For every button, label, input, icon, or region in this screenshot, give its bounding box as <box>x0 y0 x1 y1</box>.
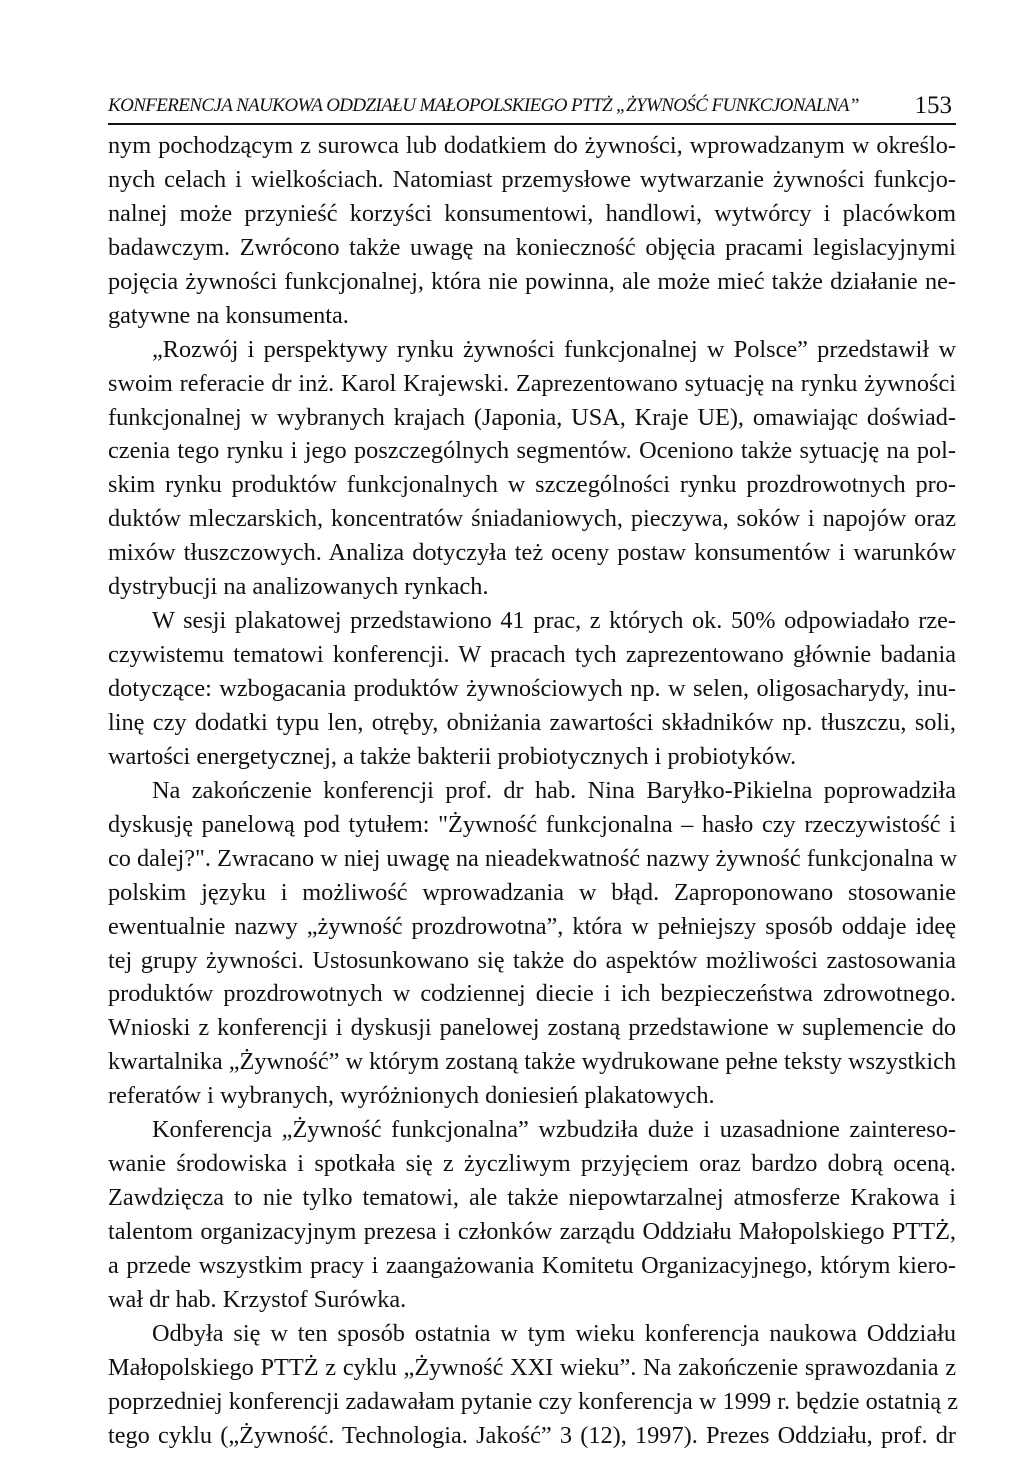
text-line: nym pochodzącym z surowca lub dodatkiem do żywności, wprowadzanym w określo- <box>108 132 956 159</box>
text-line: czenia tego rynku i jego poszczególnych segmentów. Oceniono także sytuację na pol- <box>108 437 956 465</box>
text-line: Małopolskiego PTTŻ z cyklu „Żywność XXI wieku”. Na zakończenie sprawozdania z <box>108 1353 956 1381</box>
text-line: referatów i wybranych, wyróżnionych doniesień plakatowych. <box>108 1082 715 1110</box>
text-line: dystrybucji na analizowanych rynkach. <box>108 573 489 601</box>
text-line: czywistemu tematowi konferencji. W pracach tych zaprezentowano głównie badania <box>108 641 956 669</box>
text-line: ewentualnie nazwy „żywność prozdrowotna”, która w pełniejszy sposób oddaje ideę <box>108 912 956 940</box>
text-line: tej grupy żywności. Ustosunkowano się także do aspektów możliwości zastosowania <box>108 946 956 974</box>
running-header <box>108 93 956 125</box>
text-line: wał dr hab. Krzystof Surówka. <box>108 1285 407 1313</box>
text-line: talentom organizacyjnym prezesa i członków zarządu Oddziału Małopolskiego PTTŻ, <box>108 1218 956 1245</box>
text-line: a przede wszystkim pracy i zaangażowania Komitetu Organizacyjnego, którym kiero- <box>108 1251 956 1279</box>
text-line: Konferencja „Żywność funkcjonalna” wzbudziła duże i uzasadnione zainteresо- <box>152 1116 956 1144</box>
text-line: mixów tłuszczowych. Analiza dotyczyła też oceny postaw konsumentów i warunków <box>108 539 956 567</box>
text-line: Odbyła się w ten sposób ostatnia w tym wieku konferencja naukowa Oddziału <box>152 1319 956 1347</box>
text-line: tego cyklu („Żywność. Technologia. Jakość” 3 (12), 1997). Prezes Oddziału, prof. dr <box>108 1421 956 1449</box>
text-line: poprzedniej konferencji zadawałam pytanie czy konferencja w 1999 r. będzie ostatnią z <box>108 1387 959 1415</box>
page-number: 153 <box>914 92 952 119</box>
text-line: Zawdzięcza to nie tylko tematowi, ale także niepowtarzalnej atmosferze Krakowa i <box>108 1184 956 1212</box>
text-line: „Rozwój i perspektywy rynku żywności funkcjonalnej w Polsce” przedstawił w <box>152 335 956 363</box>
text-line: pojęcia żywności funkcjonalnej, która nie powinna, ale może mieć także działanie ne- <box>108 267 956 295</box>
text-line: Na zakończenie konferencji prof. dr hab. Nina Baryłko-Pikielna poprowadziła <box>152 776 956 804</box>
text-line: dyskusję panelową pod tytułem: "Żywność funkcjonalna – hasło czy rzeczywistość i <box>108 810 956 838</box>
text-line: co dalej?". Zwracano w niej uwagę na nieadekwatność nazwy żywność funkcjonalna w <box>108 844 958 872</box>
text-line: swoim referacie dr inż. Karol Krajewski. Zaprezentowano sytuację na rynku żywności <box>108 369 956 397</box>
body-text <box>108 129 959 1453</box>
text-line: duktów mleczarskich, koncentratów śniadaniowych, pieczywa, soków i napojów oraz <box>108 505 956 533</box>
text-line: gatywne na konsumenta. <box>108 301 349 329</box>
text-line: W sesji plakatowej przedstawiono 41 prac, z których ok. 50% odpowiadało rze- <box>152 607 956 635</box>
text-line: linę czy dodatki typu len, otręby, obniżania zawartości składników np. tłuszczu, soli, <box>108 708 956 736</box>
text-line: funkcjonalnej w wybranych krajach (Japonia, USA, Kraje UE), omawiając doświad- <box>108 403 956 431</box>
text-line: nych celach i wielkościach. Natomiast przemysłowe wytwarzanie żywności funkcjo- <box>108 165 956 193</box>
text-line: wartości energetycznej, a także bakterii probiotycznych i probiotyków. <box>108 742 797 770</box>
text-line: Wnioski z konferencji i dyskusji panelowej zostaną przedstawione w suplemencie do <box>108 1014 956 1042</box>
text-line: badawczym. Zwrócono także uwagę na konieczność objęcia pracami legislacyjnymi <box>108 233 956 261</box>
text-line: polskim języku i możliwość wprowadzania w błąd. Zaproponowano stosowanie <box>108 878 956 906</box>
text-line: nalnej może przynieść korzyści konsumentowi, handlowi, wytwórcy i placówkom <box>108 199 956 227</box>
text-line: kwartalnika „Żywność” w którym zostaną także wydrukowane pełne teksty wszystkich <box>108 1048 957 1076</box>
text-line: wanie środowiska i spotkała się z życzliwym przyjęciem oraz bardzo dobrą oceną. <box>108 1150 956 1178</box>
running-title: KONFERENCJA NAUKOWA ODDZIAŁU MAŁOPOLSKIEGO PTTŻ „ŻYWNOŚĆ FUNKCJONALNA” <box>108 95 859 116</box>
text-line: dotyczące: wzbogacania produktów żywnościowych np. w selen, oligosacharydy, inu- <box>108 675 956 702</box>
text-line: skim rynku produktów funkcjonalnych w szczególności rynku prozdrowotnych pro- <box>108 471 956 499</box>
text-line: produktów prozdrowotnych w codziennej diecie i ich bezpieczeństwa zdrowotnego. <box>108 980 956 1008</box>
